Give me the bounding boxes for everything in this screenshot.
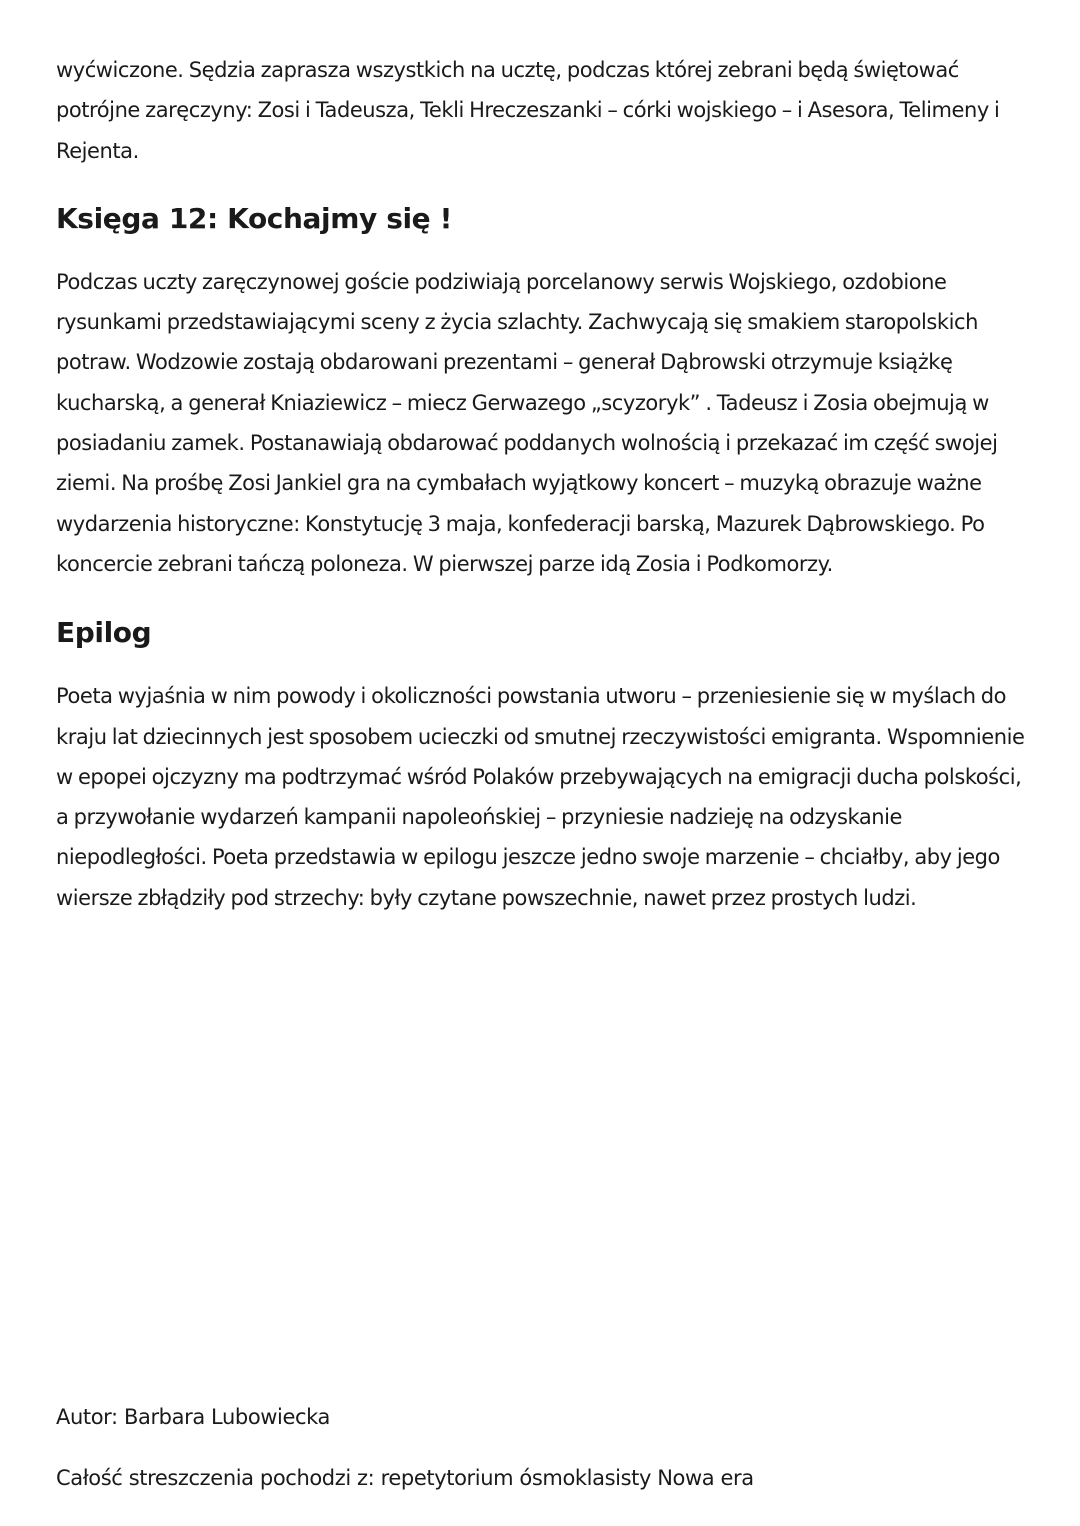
book-12-heading: Księga 12: Kochajmy się ! [56, 201, 452, 235]
author-credit: Autor: Barbara Lubowiecka [56, 1405, 331, 1429]
epilog-paragraph: Poeta wyjaśnia w nim powody i okoliczności powstania utworu – przeniesienie się w myślach do kraju lat dziecinnych jest sposobem ucieczki od smutnej rzeczywistości emigranta. Wspomnienie w epopei ojczyzny ma podtrzymać wśród Polaków przebywających na emigracji ducha polskości, a przywołanie wydarzeń kampanii napoleońskiej – przyniesie nadzieję na odzyskanie niepodległości. Poeta przedstawia w epilogu jeszcze jedno swoje marzenie – chciałby, aby jego wiersze zbłądziły pod strzechy: były czytane powszechnie, nawet przez prostych ludzi. [56, 684, 1025, 910]
book-12-paragraph: Podczas uczty zaręczynowej goście podziwiają porcelanowy serwis Wojskiego, ozdobione rysunkami przedstawiającymi sceny z życia szlachty. Zachwycają się smakiem staropolskich potraw. Wodzowie zostają obdarowani prezentami – generał Dąbrowski otrzymuje książkę kucharską, a generał Kniaziewicz – miecz Gerwazego „scyzoryk” . Tadeusz i Zosia obejmują w posiadaniu zamek. Postanawiają obdarować poddanych wolnością i przekazać im część swojej ziemi. Na prośbę Zosi Jankiel gra na cymbałach wyjątkowy koncert – muzyką obrazuje ważne wydarzenia historyczne: Konstytucję 3 maja, konfederacji barską, Mazurek Dąbrowskiego. Po koncercie zebrani tańczą poloneza. W pierwszej parze idą Zosia i Podkomorzy. [56, 269, 998, 576]
intro-paragraph: wyćwiczone. Sędzia zaprasza wszystkich na ucztę, podczas której zebrani będą świętować potrójne zaręczyny: Zosi i Tadeusza, Tekli Hreczeszanki – córki wojskiego – i Asesora, Telimeny i Rejenta. [56, 58, 1000, 163]
epilog-heading: Epilog [56, 616, 152, 650]
source-credit: Całość streszczenia pochodzi z: repetytorium ósmoklasisty Nowa era [56, 1466, 754, 1490]
document-body [56, 50, 1031, 918]
